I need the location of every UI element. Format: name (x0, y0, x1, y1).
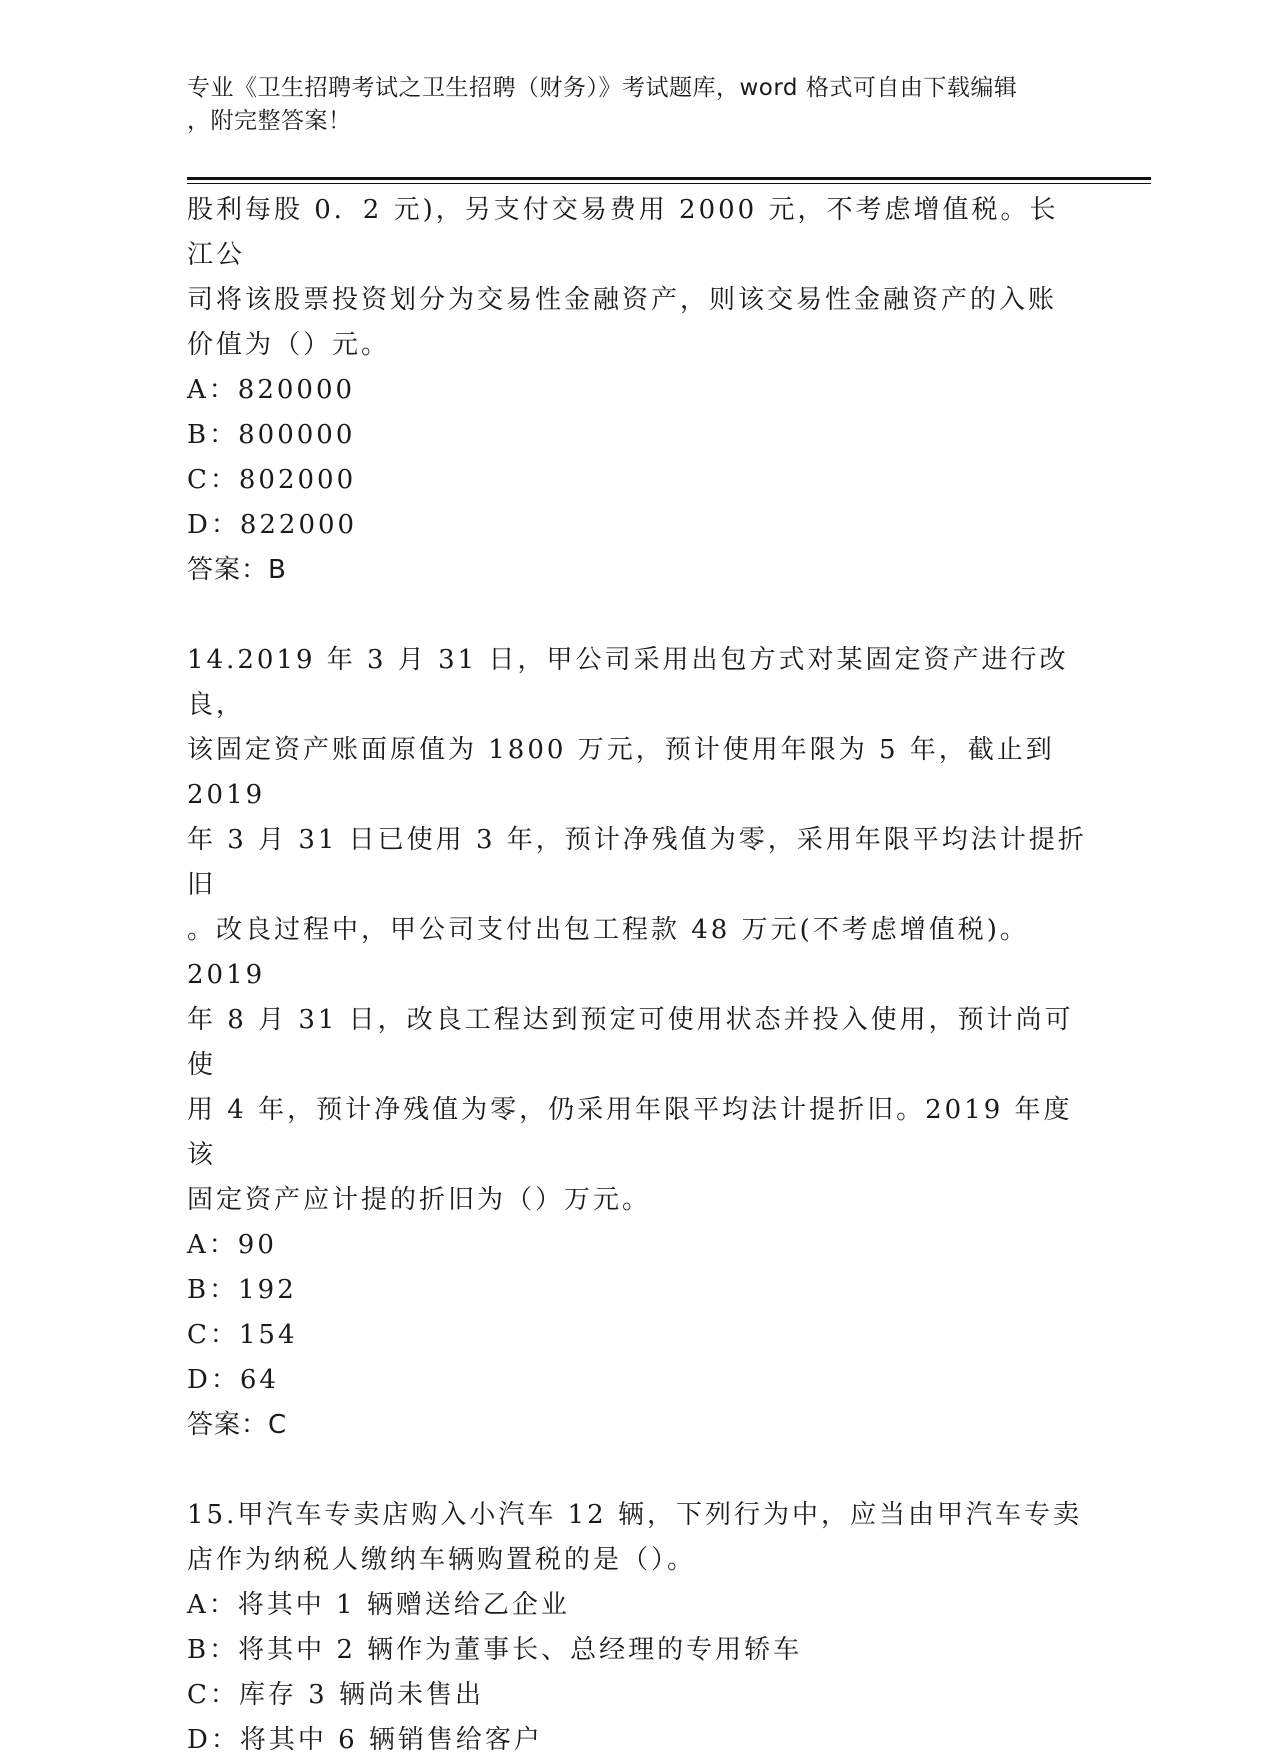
question-text-line: 年 3 月 31 日已使用 3 年，预计净残值为零，采用年限平均法计提折旧 (187, 825, 1087, 900)
option-b: B：800000 (187, 420, 356, 450)
question-text-line: 固定资产应计提的折旧为（）万元。 (187, 1185, 652, 1215)
answer: 答案：C (187, 1410, 288, 1440)
question-text-line: 14.2019 年 3 月 31 日，甲公司采用出包方式对某固定资产进行改良， (187, 645, 1069, 720)
option-c: C：库存 3 辆尚未售出 (187, 1680, 484, 1710)
option-c: C：154 (187, 1320, 298, 1350)
question-15 (187, 1493, 1087, 1763)
option-d: D：822000 (187, 510, 358, 540)
option-d: D：将其中 6 辆销售给客户 (187, 1725, 543, 1755)
question-text-line: 司将该股票投资划分为交易性金融资产，则该交易性金融资产的入账 (187, 285, 1058, 315)
spacer (187, 593, 1087, 638)
option-d: D：64 (187, 1365, 279, 1395)
question-text-line: 年 8 月 31 日，改良工程达到预定可使用状态并投入使用，预计尚可使 (187, 1005, 1074, 1080)
spacer (187, 1448, 1087, 1493)
option-c: C：802000 (187, 465, 357, 495)
header-divider-thin (187, 183, 1151, 184)
header-divider-thick (187, 177, 1151, 180)
option-a: A：90 (187, 1230, 277, 1260)
option-a: A：820000 (187, 375, 356, 405)
question-content (187, 188, 1087, 1763)
question-text-line: 该固定资产账面原值为 1800 万元，预计使用年限为 5 年，截止到 2019 (187, 735, 1055, 810)
question-14 (187, 638, 1087, 1448)
option-b: B：将其中 2 辆作为董事长、总经理的专用轿车 (187, 1635, 803, 1665)
option-b: B：192 (187, 1275, 297, 1305)
header-line-2: ，附完整答案！ (187, 108, 352, 134)
option-a: A：将其中 1 辆赠送给乙企业 (187, 1590, 570, 1620)
header-line-1: 专业《卫生招聘考试之卫生招聘（财务）》考试题库，word 格式可自由下载编辑 (187, 75, 1018, 101)
question-text-line: 股利每股 0．2 元)，另支付交易费用 2000 元，不考虑增值税。长江公 (187, 195, 1059, 270)
question-text-line: 。改良过程中，甲公司支付出包工程款 48 万元(不考虑增值税)。2019 (187, 915, 1029, 990)
question-text-line: 店作为纳税人缴纳车辆购置税的是（）。 (187, 1545, 697, 1575)
question-text-line: 用 4 年，预计净残值为零，仍采用年限平均法计提折旧。2019 年度该 (187, 1095, 1073, 1170)
question-text-line: 价值为（）元。 (187, 330, 391, 360)
answer: 答案：B (187, 555, 287, 585)
question-text-line: 15.甲汽车专卖店购入小汽车 12 辆，下列行为中，应当由甲汽车专卖 (187, 1500, 1082, 1530)
question-13 (187, 188, 1087, 593)
document-header (187, 72, 1087, 138)
